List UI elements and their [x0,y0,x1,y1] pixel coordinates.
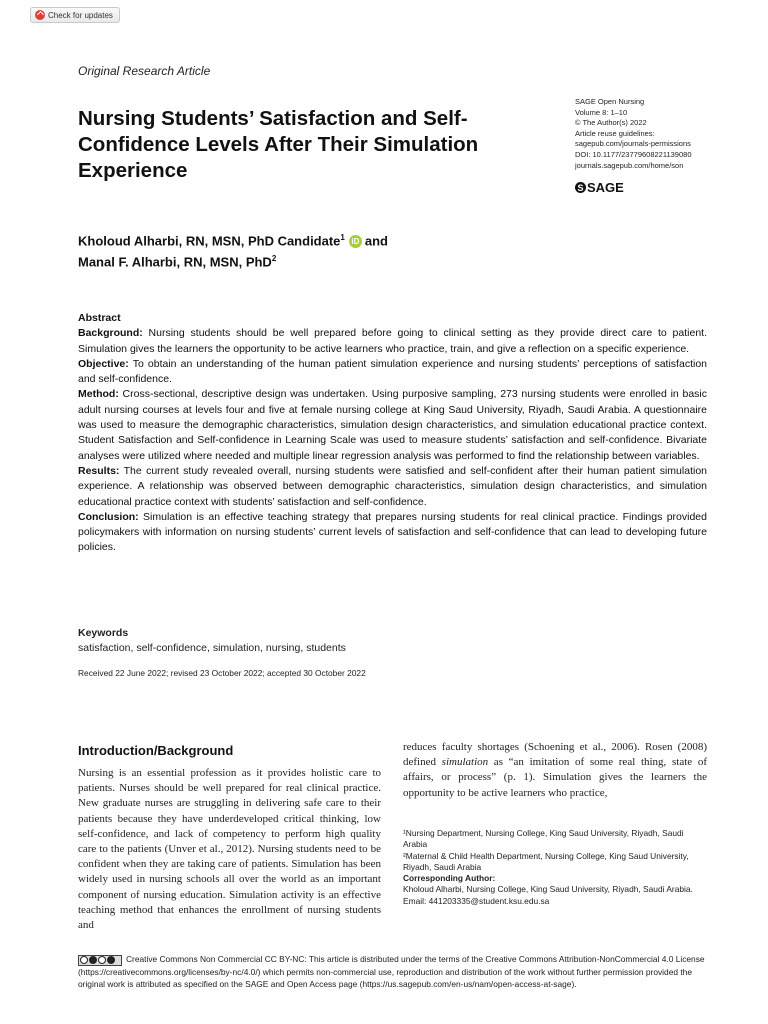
check-for-updates-label: Check for updates [48,10,113,20]
keywords [78,626,707,657]
abstract-results: Results: The current study revealed overall, nursing students were satisfied and self-confident after their human patient simulation experience. A relationship was observed between demographic characteristics, simulation design characteristics, and simulation educational practice context with students’ satisfaction and self-confidence. [78,464,707,508]
journal-volume: Volume 8: 1–10 [575,107,628,117]
section-heading-introduction: Introduction/Background [78,743,234,758]
intro-paragraph-continued: reduces faculty shortages (Schoening et al., 2006). Rosen (2008) defined simulation as “an imitation of some real thing, state of affairs, or process” (p. 1). Simulation gives the learners the opportunity to be active learners who practice, [403,741,707,799]
author-1-name: Kholoud Alharbi, RN, MSN, PhD Candidate [78,233,341,249]
corresponding-author-email[interactable]: Email: 441203335@student.ksu.edu.sa [403,895,550,906]
abstract-objective: Objective: To obtain an understanding of the human patient simulation experience and nursing students’ perceptions of satisfaction and self-confidence. [78,357,707,386]
abstract [78,311,707,556]
abstract-background: Background: Nursing students should be well prepared before going to clinical setting as they provide direct care to patient. Simulation gives the learners the opportunity to be active learners who practice, train, and give a reflection on a specific experience. [78,327,707,355]
author-conjunction: and [364,233,388,249]
author-1-affiliation: 1 [340,233,345,242]
cc-by-nc-icon[interactable] [78,955,122,966]
author-2-name: Manal F. Alharbi, RN, MSN, PhD [78,254,272,270]
journal-info [575,97,755,171]
keywords-heading: Keywords [78,627,129,639]
affiliations-footnote [403,828,707,907]
copyright: © The Author(s) 2022 [575,118,647,128]
author-list [78,229,388,272]
orcid-icon[interactable]: iD [349,235,362,248]
article-title: Nursing Students’ Satisfaction and Self-Confidence Levels After Their Simulation Experience [78,107,479,182]
corresponding-author-address: Kholoud Alharbi, Nursing College, King Saud University, Riyadh, Saudi Arabia. [403,884,693,895]
affiliation-2: ²Maternal & Child Health Department, Nursing College, King Saud University, Riyadh, Saudi Arabia [403,850,689,872]
check-for-updates-button[interactable] [30,7,120,23]
author-2-affiliation: 2 [271,254,277,264]
abstract-conclusion: Conclusion: Simulation is an effective teaching strategy that prepares nursing students for real clinical practice. Findings provided policymakers with information on nursing students’ current levels of satisfaction and self-confidence that can lead to developing future policies. [78,510,707,554]
body-column-left [78,766,381,933]
article-type: Original Research Article [78,64,211,78]
body-column-right [403,740,707,801]
sage-logo-text: SAGE [587,180,624,195]
abstract-method: Method: Cross-sectional, descriptive design was undertaken. Using purposive sampling, 273 nursing students were enrolled in basic adult nursing courses at levels four and five at female nursing college at King Saud University, Riyadh, Saudi Arabia. A questionnaire was used to measure the demographic characteristics, simulation design characteristics, and simulation educational practice context. Student Satisfaction and Self-confidence in Learning Scale was used to measure students’ satisfaction and self-confidence. Bivariate analyses were utilized where needed and multiple linear regression analysis was performed to find the relationship between variables. [78,388,707,462]
check-updates-icon [35,10,45,20]
sage-logo-mark: S [575,182,586,193]
doi[interactable]: DOI: 10.1177/23779608221139080 [575,149,692,159]
journal-homepage-link[interactable]: journals.sagepub.com/home/son [575,160,684,170]
license-notice [78,953,707,990]
affiliation-1: ¹Nursing Department, Nursing College, King Saud University, Riyadh, Saudi Arabia [403,828,684,850]
reuse-guidelines-label: Article reuse guidelines: [575,128,655,138]
intro-paragraph: Nursing is an essential profession as it provides holistic care to patients. Nurses should be well prepared for real clinical practice. New graduate nurses are struggling in delivering safe care to their patients because they have underdeveloped critical thinking, low self-confidence, and lack of competency to perform high quality care to the patients (Unver et al., 2012). Nursing students need to be confident when they are taking care of patients. Simulation has been widely used in nursing schools all over the world as an important component of nursing education. Simulation activity is an effective teaching method that enhances the enrollment of nursing students and [78,767,381,932]
license-text: Creative Commons Non Commercial CC BY-NC: This article is distributed under the terms of the Creative Commons Attribution-NonCommercial 4.0 License (https://creativecommons.org/licenses/by-nc/4.0/) which permits non-commercial use, reproduction and distribution of the work without further permission provided the original work is attributed as specified on the SAGE and Open Access page (https://us.sagepub.com/en-us/nam/open-access-at-sage). [78,954,705,989]
sage-logo [575,180,624,195]
keywords-list: satisfaction, self-confidence, simulation, nursing, students [78,642,346,655]
journal-name: SAGE Open Nursing [575,97,645,106]
corresponding-author-heading: Corresponding Author: [403,873,496,884]
permissions-link[interactable]: sagepub.com/journals-permissions [575,139,691,149]
emphasis-simulation: simulation [441,756,489,769]
abstract-heading: Abstract [78,312,121,324]
submission-dates: Received 22 June 2022; revised 23 October 2022; accepted 30 October 2022 [78,668,366,678]
